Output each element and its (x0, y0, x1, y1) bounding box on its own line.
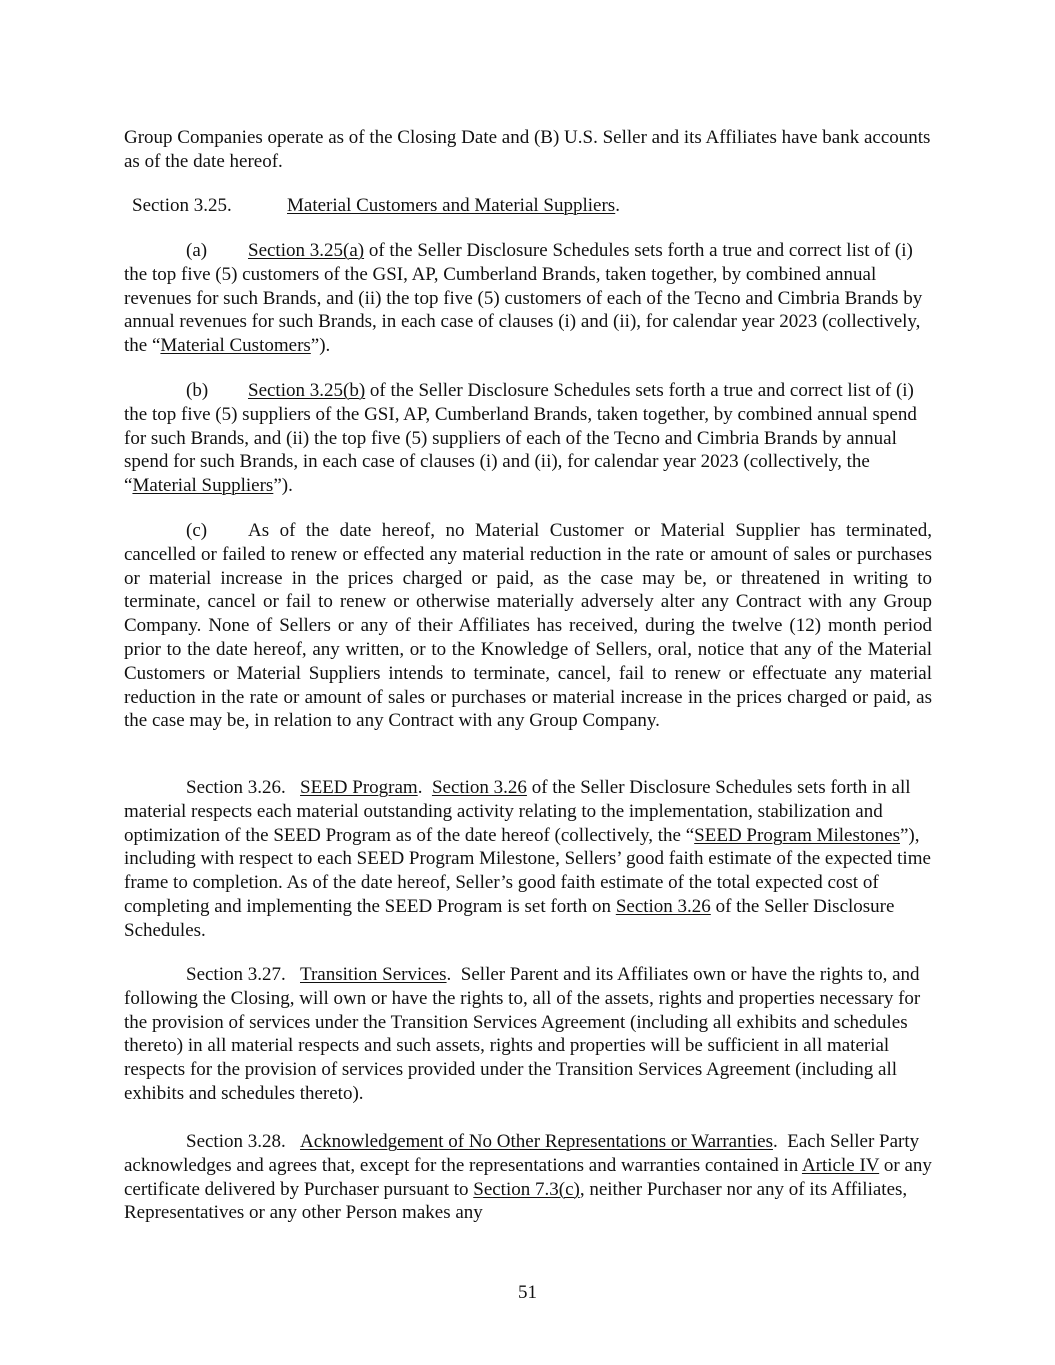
section-3-25-title: Material Customers and Material Suppliers (287, 195, 616, 216)
section-3-25-title-end: . (615, 195, 620, 216)
section-3-27-paragraph (124, 963, 932, 1106)
paragraph-b-text: of the Seller Disclosure Schedules sets forth a true and correct list of (i) the top five (5) suppliers of the GSI, AP, Cumberland Brands, taken together, by combined annual spend for such Brands, and (ii) the top five (5) suppliers of each of the Tecno and Cimbria Brands by annual spend for such Brands, in each case of clauses (i) and (ii), for calendar year 2023 (collectively, the “ (124, 380, 917, 497)
paragraph-c-text: As of the date hereof, no Material Customer or Material Supplier has terminated, cancelled or failed to renew or effected any material reduction in the rate or amount of sales or purchases or material increase in the prices charged or paid, as the case may be, or threatened in writing to terminate, cancel or fail to renew or otherwise materially adversely alter any Contract with any Group Company. None of Sellers or any of their Affiliates has received, during the twelve (12) month period prior to the date hereof, any written, or to the Knowledge of Sellers, oral, notice that any of the Material Customers or Material Suppliers intends to terminate, cancel, fail to renew or effectuate any material reduction in the rate or amount of sales or purchases or material increase in the prices charged or paid, as the case may be, in relation to any Contract with any Group Company. (124, 520, 932, 732)
section-3-27-text: . Seller Parent and its Affiliates own or have the rights to, and following the Closing, will own or have the rights to, all of the assets, rights and properties necessary for the provision of services under the Transition Services Agreement (including all exhibits and schedules thereto) in all material respects and such assets, rights and properties will be sufficient in all material respects for the provision of services provided under the Transition Services Agreement (including all exhibits and schedules thereto). (124, 964, 926, 1104)
section-3-26-ref-2: Section 3.26 (615, 895, 711, 917)
section-3-25-heading (132, 194, 620, 218)
section-3-26-number: Section 3.26. (186, 777, 286, 798)
section-3-27-title: Transition Services (300, 964, 447, 985)
intro-text: Group Companies operate as of the Closing Date and (B) U.S. Seller and its Affiliates have bank accounts as of the date hereof. (124, 127, 931, 172)
section-3-26-text-3: of the Seller Disclosure Schedules. (124, 895, 895, 941)
section-3-26-paragraph (124, 776, 932, 943)
paragraph-a-text: of the Seller Disclosure Schedules sets forth a true and correct list of (i) the top five (5) customers of the GSI, AP, Cumberland Brands, taken together, by combined annual revenues for such Brands, and (ii) the top five (5) customers of each of the Tecno and Cimbria Brands by annual revenues for such Brands, in each case of clauses (i) and (ii), for calendar year 2023 (collectively, the “ (124, 240, 923, 357)
paragraph-a-end: ”). (310, 335, 331, 357)
section-3-28-text-3: , neither Purchaser nor any of its Affiliates, Representatives or any other Person makes any (124, 1178, 908, 1224)
paragraph-c-label: (c) (186, 520, 208, 541)
paragraph-b-term: Material Suppliers (132, 475, 274, 497)
section-3-26-ref: Section 3.26 (431, 777, 527, 798)
section-3-28-title: Acknowledgement of No Other Representations or Warranties (300, 1131, 773, 1152)
paragraph-a-term: Material Customers (160, 335, 311, 357)
section-3-26-text-2: ”), including with respect to each SEED Program Milestone, Sellers’ good faith estimate of the expected time frame to completion. As of the date hereof, Seller’s good faith estimate of the total expected cost of completing and implementing the SEED Program is set forth on (124, 824, 931, 917)
paragraph-b (124, 379, 932, 498)
paragraph-a-ref: Section 3.25(a) (248, 240, 365, 261)
paragraph-b-label: (b) (186, 380, 209, 401)
paragraph-a (124, 239, 932, 358)
intro-paragraph (124, 126, 932, 174)
section-3-26-text: of the Seller Disclosure Schedules sets forth in all material respects each material outstanding activity relating to the implementation, stabilization and optimization of the SEED Program as of the date hereof (collectively, the “ (124, 777, 911, 846)
section-3-28-paragraph (124, 1130, 932, 1225)
paragraph-b-end: ”). (273, 475, 293, 497)
paragraph-a-label: (a) (186, 240, 208, 261)
section-3-26-term: SEED Program Milestones (694, 824, 900, 846)
section-3-28-ref-section: Section 7.3(c) (473, 1178, 580, 1200)
section-3-28-text: . Each Seller Party acknowledges and agrees that, except for the representations and warranties contained in (124, 1131, 924, 1176)
section-3-28-number: Section 3.28. (186, 1131, 286, 1152)
section-3-26-title: SEED Program (300, 777, 418, 798)
page-number: 51 (518, 1282, 537, 1303)
section-3-28-ref-article: Article IV (801, 1154, 880, 1176)
section-3-26-sep: . (417, 777, 432, 798)
paragraph-b-ref: Section 3.25(b) (248, 380, 366, 401)
section-3-28-text-2: or any certificate delivered by Purchaser pursuant to (124, 1154, 932, 1200)
paragraph-c (124, 519, 932, 733)
section-3-25-number: Section 3.25. (132, 195, 232, 216)
section-3-27-number: Section 3.27. (186, 964, 286, 985)
